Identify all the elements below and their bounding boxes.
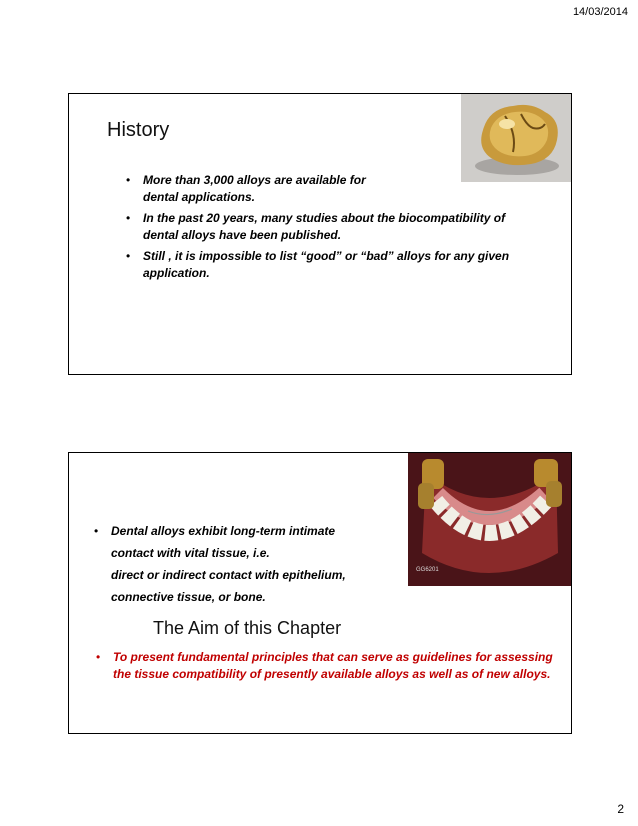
gold-crown-illustration	[461, 94, 571, 182]
list-item-continuation: connective tissue, or bone.	[111, 590, 266, 604]
list-item: • More than 3,000 alloys are available for dental applications.	[126, 173, 366, 204]
bullet-icon: •	[96, 650, 101, 664]
bullet-icon: •	[94, 524, 99, 538]
list-item-continuation: contact with vital tissue, i.e.	[111, 546, 270, 560]
slide-history	[68, 93, 572, 375]
list-item: • In the past 20 years, many studies about the biocompatibility of dental alloys have been published.	[126, 211, 506, 242]
gold-crown-image	[461, 94, 571, 182]
print-date: 14/03/2014	[572, 6, 628, 18]
history-bullet-list	[126, 172, 543, 286]
alloy-contact-list	[94, 520, 401, 608]
list-item: • Dental alloys exhibit long-term intimate	[111, 520, 401, 542]
slide-aim	[68, 452, 572, 734]
page-number: 2	[617, 802, 624, 816]
dental-arch-image	[408, 453, 571, 586]
bullet-icon: •	[126, 249, 131, 263]
slide-title: The Aim of this Chapter	[153, 618, 342, 638]
list-item-continuation: direct or indirect contact with epithelium,	[111, 568, 346, 582]
list-item: • To present fundamental principles that can serve as guidelines for assessing the tissue compatibility of presently available alloys as well as of new alloys.	[96, 650, 553, 681]
aim-bullet-list	[96, 649, 553, 683]
bullet-icon: •	[126, 211, 131, 225]
list-item: • Still , it is impossible to list “good” or “bad” alloys for any given application.	[126, 249, 510, 280]
bullet-icon: •	[126, 173, 131, 187]
slide-title: History	[107, 119, 170, 141]
photo-caption: GG6201	[416, 567, 439, 573]
dental-arch-illustration	[408, 453, 571, 586]
